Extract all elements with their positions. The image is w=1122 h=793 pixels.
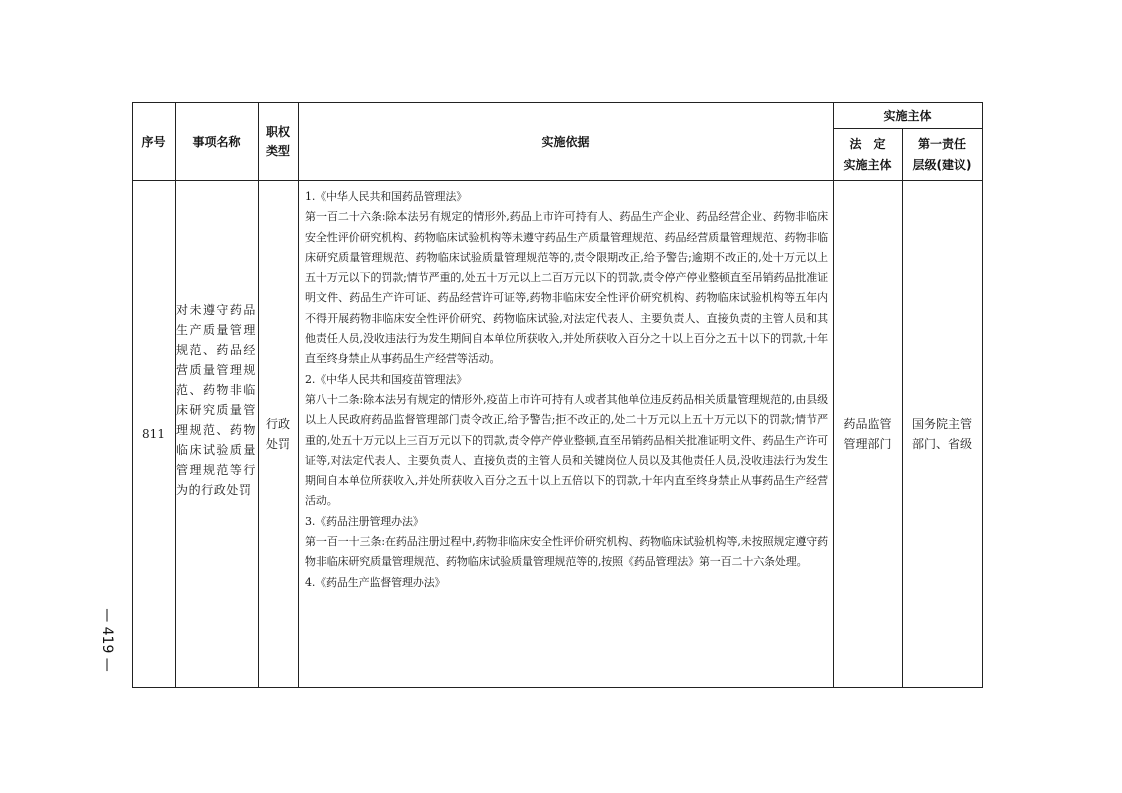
row-first-resp-line1: 国务院主管 <box>911 417 972 431</box>
row-seq: 811 <box>142 427 165 441</box>
header-basis: 实施依据 <box>541 135 590 149</box>
row-power-type-line1: 行政 <box>265 417 290 431</box>
basis-law-title: 2.《中华人民共和国疫苗管理法》 <box>305 372 468 386</box>
basis-law-title: 3.《药品注册管理办法》 <box>305 514 424 528</box>
col-divider <box>298 102 299 688</box>
row-legal-subject-line1: 药品监管 <box>843 417 892 431</box>
row-first-responsibility <box>902 181 982 687</box>
row-power-type-line2: 处罚 <box>265 437 290 451</box>
row-item-name: 对未遵守药品生产质量管理规范、药品经营质量管理规范、药物非临床研究质量管理规范、药物临床试验质量管理规范等行为的行政处罚 <box>176 303 256 497</box>
row-legal-subject <box>833 181 902 687</box>
page-number-text: — 419 — <box>99 608 115 672</box>
header-power-type-line2: 类型 <box>265 143 290 158</box>
header-item-name: 事项名称 <box>192 135 241 149</box>
basis-article: 第一百一十三条:在药品注册过程中,药物非临床安全性评价研究机构、药物临床试验机构等,未按照规定遵守药物非临床研究质量管理规范、药物临床试验质量管理规范等的,按照《药品管理法》第一百二十六条处理。 <box>305 535 828 569</box>
header-seq: 序号 <box>141 135 166 149</box>
row-power-type <box>258 181 298 687</box>
header-legal-subject-line1: 法 定 <box>849 136 886 151</box>
header-subject-group: 实施主体 <box>883 109 932 123</box>
header-power-type <box>258 103 298 180</box>
basis-article: 第一百二十六条:除本法另有规定的情形外,药品上市许可持有人、药品生产企业、药品经营企业、药物非临床安全性评价研究机构、药物临床试验机构等未遵守药品生产质量管理规范、药品经营质量管理规范、药物非临床研究质量管理规范、药物临床试验质量管理规范等的,责令限期改正,给予警告;逾期不改正的,处十万元以上五十万元以下的罚款;情节严重的,处五十万元以上二百万元以下的罚款,责令停产停业整顿直至吊销药品批准证明文件、药品生产许可证、药品经营许可证等,药物非临床安全性评价研究机构、药物临床试验机构等五年内不得开展药物非临床安全性评价研究、药物临床试验,对法定代表人、主要负责人、直接负责的主管人员和其他责任人员,没收违法行为发生期间自本单位所获收入,并处所获收入百分之十以上百分之五十以下的罚款,十年直至终身禁止从事药品生产经营等活动。 <box>305 210 828 366</box>
table-border-right <box>982 102 983 688</box>
basis-law-title: 4.《药品生产监督管理办法》 <box>305 575 446 589</box>
page-number <box>94 600 120 680</box>
header-legal-subject <box>833 129 902 180</box>
header-first-resp-line2: 层级(建议) <box>912 157 972 172</box>
header-first-responsibility <box>902 129 982 180</box>
row-basis <box>305 187 828 593</box>
header-power-type-line1: 职权 <box>265 124 290 139</box>
basis-law-title: 1.《中华人民共和国药品管理法》 <box>305 190 468 203</box>
header-legal-subject-line2: 实施主体 <box>843 157 892 172</box>
row-first-resp-line2: 部门、省级 <box>911 437 972 451</box>
basis-article: 第八十二条:除本法另有规定的情形外,疫苗上市许可持有人或者其他单位违反药品相关质量管理规范的,由县级以上人民政府药品监督管理部门责令改正,给予警告;拒不改正的,处二十万元以上五十万元以下的罚款;情节严重的,处五十万元以上三百万元以下的罚款,责令停产停业整顿,直至吊销药品相关批准证明文件、药品生产许可证等,对法定代表人、主要负责人、直接负责的主管人员和关键岗位人员以及其他责任人员,没收违法行为发生期间自本单位所获收入,并处所获收入百分之五十以上五倍以下的罚款,十年内直至终身禁止从事药品生产经营活动。 <box>305 392 828 508</box>
header-first-resp-line1: 第一责任 <box>917 136 966 151</box>
row-legal-subject-line2: 管理部门 <box>843 437 892 451</box>
